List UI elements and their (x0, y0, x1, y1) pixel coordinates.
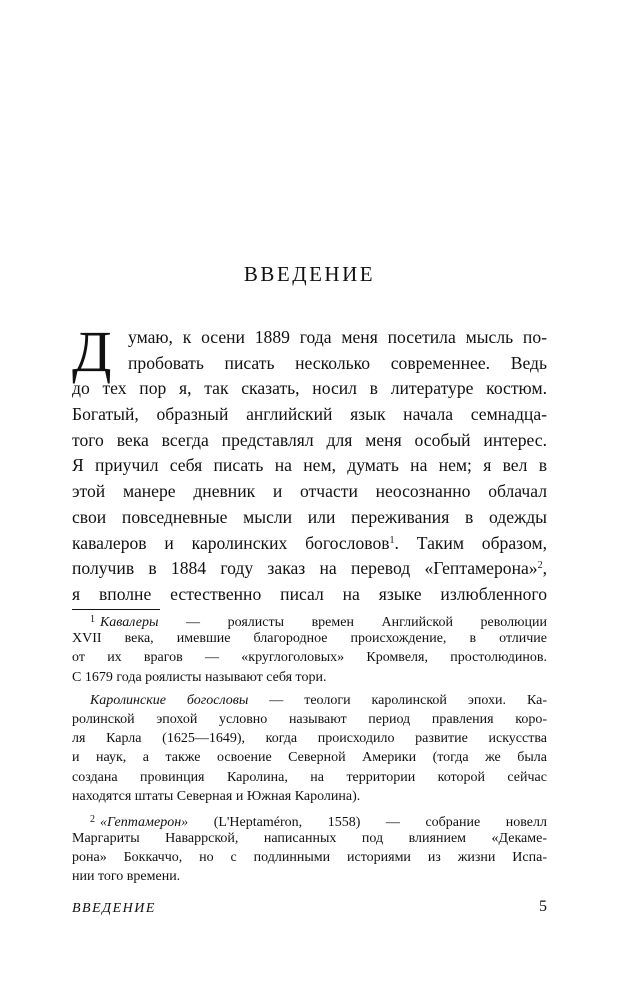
main-text (72, 319, 547, 608)
text-line (72, 556, 547, 582)
text-line: умаю, к осени 1889 года меня посетила мысль по- (128, 327, 547, 347)
footnote-line: ролинской эпохой условно называют период правления коро- (72, 711, 547, 727)
page-number: 5 (539, 898, 547, 915)
chapter-title: ВВЕДЕНИЕ (243, 262, 376, 286)
text-line: до тех пор я, так сказать, носил в литературе костюм. (72, 378, 547, 399)
running-head: ВВЕДЕНИЕ (72, 901, 156, 916)
footnote-line: ля Карла (1625—1649), когда происходило развитие искусства (72, 731, 547, 747)
footnote-line: XVII века, имевшие благородное происхождение, в отличие (72, 631, 547, 647)
drop-cap: Д (72, 319, 112, 384)
footnote-line: Маргариты Наваррской, написанных под влиянием «Декаме- (72, 831, 547, 847)
footnote-line: рона» Боккаччо, но с подлинными историями из жизни Испа- (72, 850, 547, 866)
text-line: этой манере дневник и отчасти неосознанно облачал (72, 481, 547, 502)
text-line: Я приучил себя писать на нем, думать на нем; я вел в (72, 455, 547, 476)
footnote-line: С 1679 года роялисты называют себя тори. (72, 669, 327, 685)
text-line: свои повседневные мысли или переживания в одежды (72, 506, 547, 527)
footnote-term: Кавалеры (100, 615, 159, 630)
footnote-number: 2 (90, 813, 95, 825)
footnote-line: нии того времени. (72, 869, 181, 885)
footnote-line: от их врагов — «круглоголовых» Кромвеля, простолюдинов. (72, 650, 547, 666)
footnote-ref-1[interactable]: 1 (389, 534, 395, 546)
footnote-text: — роялисты времен Английской революции (158, 615, 547, 630)
footnote-text: — теологи каролинской эпохи. Ка- (248, 692, 547, 708)
footnote-text: (L'Heptaméron, 1558) — собрание новелл (188, 814, 547, 830)
footnote-line (72, 610, 547, 629)
footnote-term: Каролинские богословы (90, 692, 249, 708)
footnote-term: «Гептамерон» (100, 814, 189, 830)
text-line: того века всегда представлял для меня особый интерес. (72, 429, 547, 450)
text-segment: , (542, 558, 547, 579)
footnote-line: и наук, а также освоение Северной Америки (тогда же была (72, 750, 547, 766)
footnotes (72, 610, 547, 887)
text-segment: кавалеров и каролинских богословов (72, 532, 390, 553)
text-line: пробовать писать несколько современнее. Ведь (128, 352, 547, 373)
text-segment: получив в 1884 году заказ на перевод «Гептамерона» (72, 558, 538, 579)
footnote-line (72, 691, 547, 710)
footnote-line: находятся штаты Северная и Южная Каролина). (72, 788, 361, 804)
text-segment: . Таким образом, (394, 532, 547, 553)
footnote-line: создана провинция Каролина, на территории которой сейчас (72, 769, 547, 785)
footnote-ref-2[interactable]: 2 (537, 560, 543, 572)
footnote-line (72, 810, 547, 829)
text-line (72, 531, 547, 557)
footnote-number: 1 (90, 614, 95, 625)
text-line: я вполне естественно писал на языке излюбленного (72, 583, 547, 604)
text-line: Богатый, образный английский язык начала семнадца- (72, 404, 547, 425)
